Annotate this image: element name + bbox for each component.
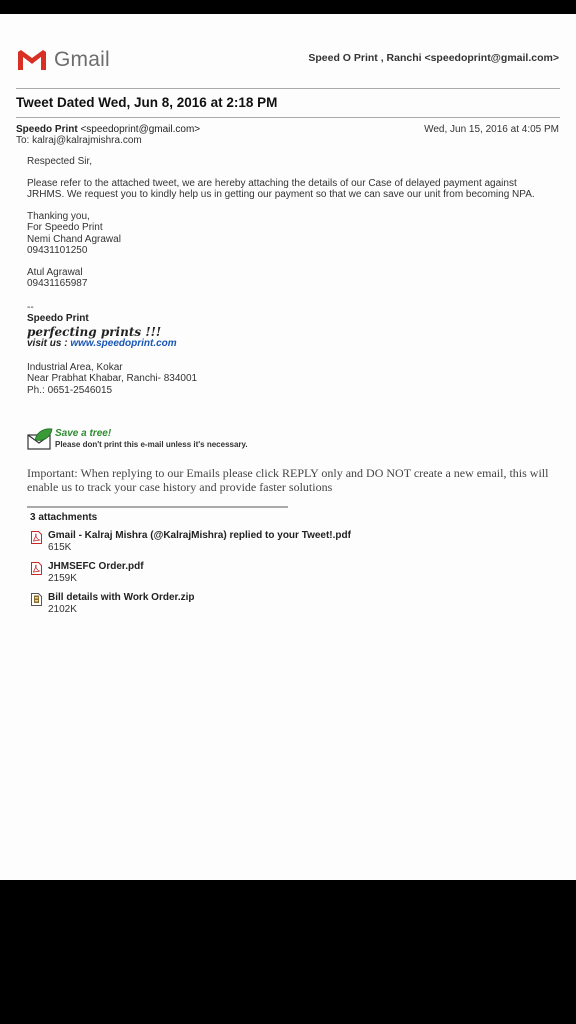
closing-line: 09431101250	[27, 245, 88, 256]
attachment-name[interactable]: JHMSEFC Order.pdf	[48, 561, 144, 572]
bottom-black-bar	[0, 880, 576, 1024]
email-subject: Tweet Dated Wed, Jun 8, 2016 at 2:18 PM	[16, 95, 278, 110]
gmail-m-icon	[16, 48, 48, 72]
sender	[16, 124, 200, 135]
address-line: Industrial Area, Kokar	[27, 361, 123, 373]
attachment-item[interactable]	[31, 592, 195, 615]
pdf-icon	[31, 531, 42, 544]
attachments-count: 3 attachments	[30, 512, 98, 523]
account-label: Speed O Print , Ranchi <speedoprint@gmail.com>	[308, 52, 559, 64]
pdf-icon	[31, 562, 42, 575]
body-paragraph: Please refer to the attached tweet, we are hereby attaching the details of our Case of delayed payment against JRHMS. We request you to kindly help us in getting our payment so that we can save our unit from becoming NPA.	[27, 177, 535, 200]
divider	[16, 117, 560, 118]
closing-block	[27, 211, 552, 257]
sender-email: <speedoprint@gmail.com>	[77, 124, 201, 135]
closing-line: For Speedo Print	[27, 222, 103, 233]
signature-name: Speedo Print	[27, 313, 89, 324]
attachment-item[interactable]	[31, 561, 144, 584]
attachment-size: 2102K	[48, 604, 77, 615]
signature-tagline: perfecting prints !!!	[27, 324, 162, 339]
gmail-logo	[16, 48, 110, 72]
attachment-name[interactable]: Bill details with Work Order.zip	[48, 592, 195, 603]
save-tree-note: Please don't print this e-mail unless it's necessary.	[55, 440, 248, 449]
closing-line: Nemi Chand Agrawal	[27, 233, 121, 245]
address-block	[27, 362, 552, 397]
important-notice: Important: When replying to our Emails please click REPLY only and DO NOT create a new email, this will enable us to track your case history and provide faster solutions	[27, 466, 549, 494]
divider	[27, 506, 288, 508]
greeting: Respected Sir,	[27, 156, 93, 167]
save-tree-title: Save a tree!	[55, 428, 112, 439]
attachment-size: 2159K	[48, 573, 77, 584]
second-contact-block	[27, 267, 552, 290]
gmail-logo-text: Gmail	[54, 48, 110, 71]
recipient: To: kalraj@kalrajmishra.com	[16, 135, 142, 146]
contact-line: Atul Agrawal	[27, 266, 83, 278]
closing-line: Thanking you,	[27, 210, 90, 222]
signature-separator: --	[27, 301, 34, 313]
sender-name: Speedo Print	[16, 124, 78, 135]
attachment-name[interactable]: Gmail - Kalraj Mishra (@KalrajMishra) replied to your Tweet!.pdf	[48, 530, 351, 541]
address-line: Near Prabhat Khabar, Ranchi- 834001	[27, 373, 198, 384]
divider	[16, 88, 560, 89]
address-line: Ph.: 0651-2546015	[27, 384, 113, 396]
signature	[27, 302, 552, 350]
website-link[interactable]: www.speedoprint.com	[70, 338, 177, 349]
save-tree-badge	[27, 428, 248, 450]
visit-label: visit us :	[27, 338, 71, 349]
attachment-item[interactable]	[31, 530, 351, 553]
envelope-leaf-icon	[27, 428, 53, 450]
sent-date: Wed, Jun 15, 2016 at 4:05 PM	[424, 124, 559, 135]
attachment-size: 615K	[48, 542, 72, 553]
signature-website	[27, 338, 552, 350]
email-body	[27, 156, 552, 406]
contact-line: 09431165987	[27, 278, 88, 289]
zip-icon	[31, 593, 42, 606]
